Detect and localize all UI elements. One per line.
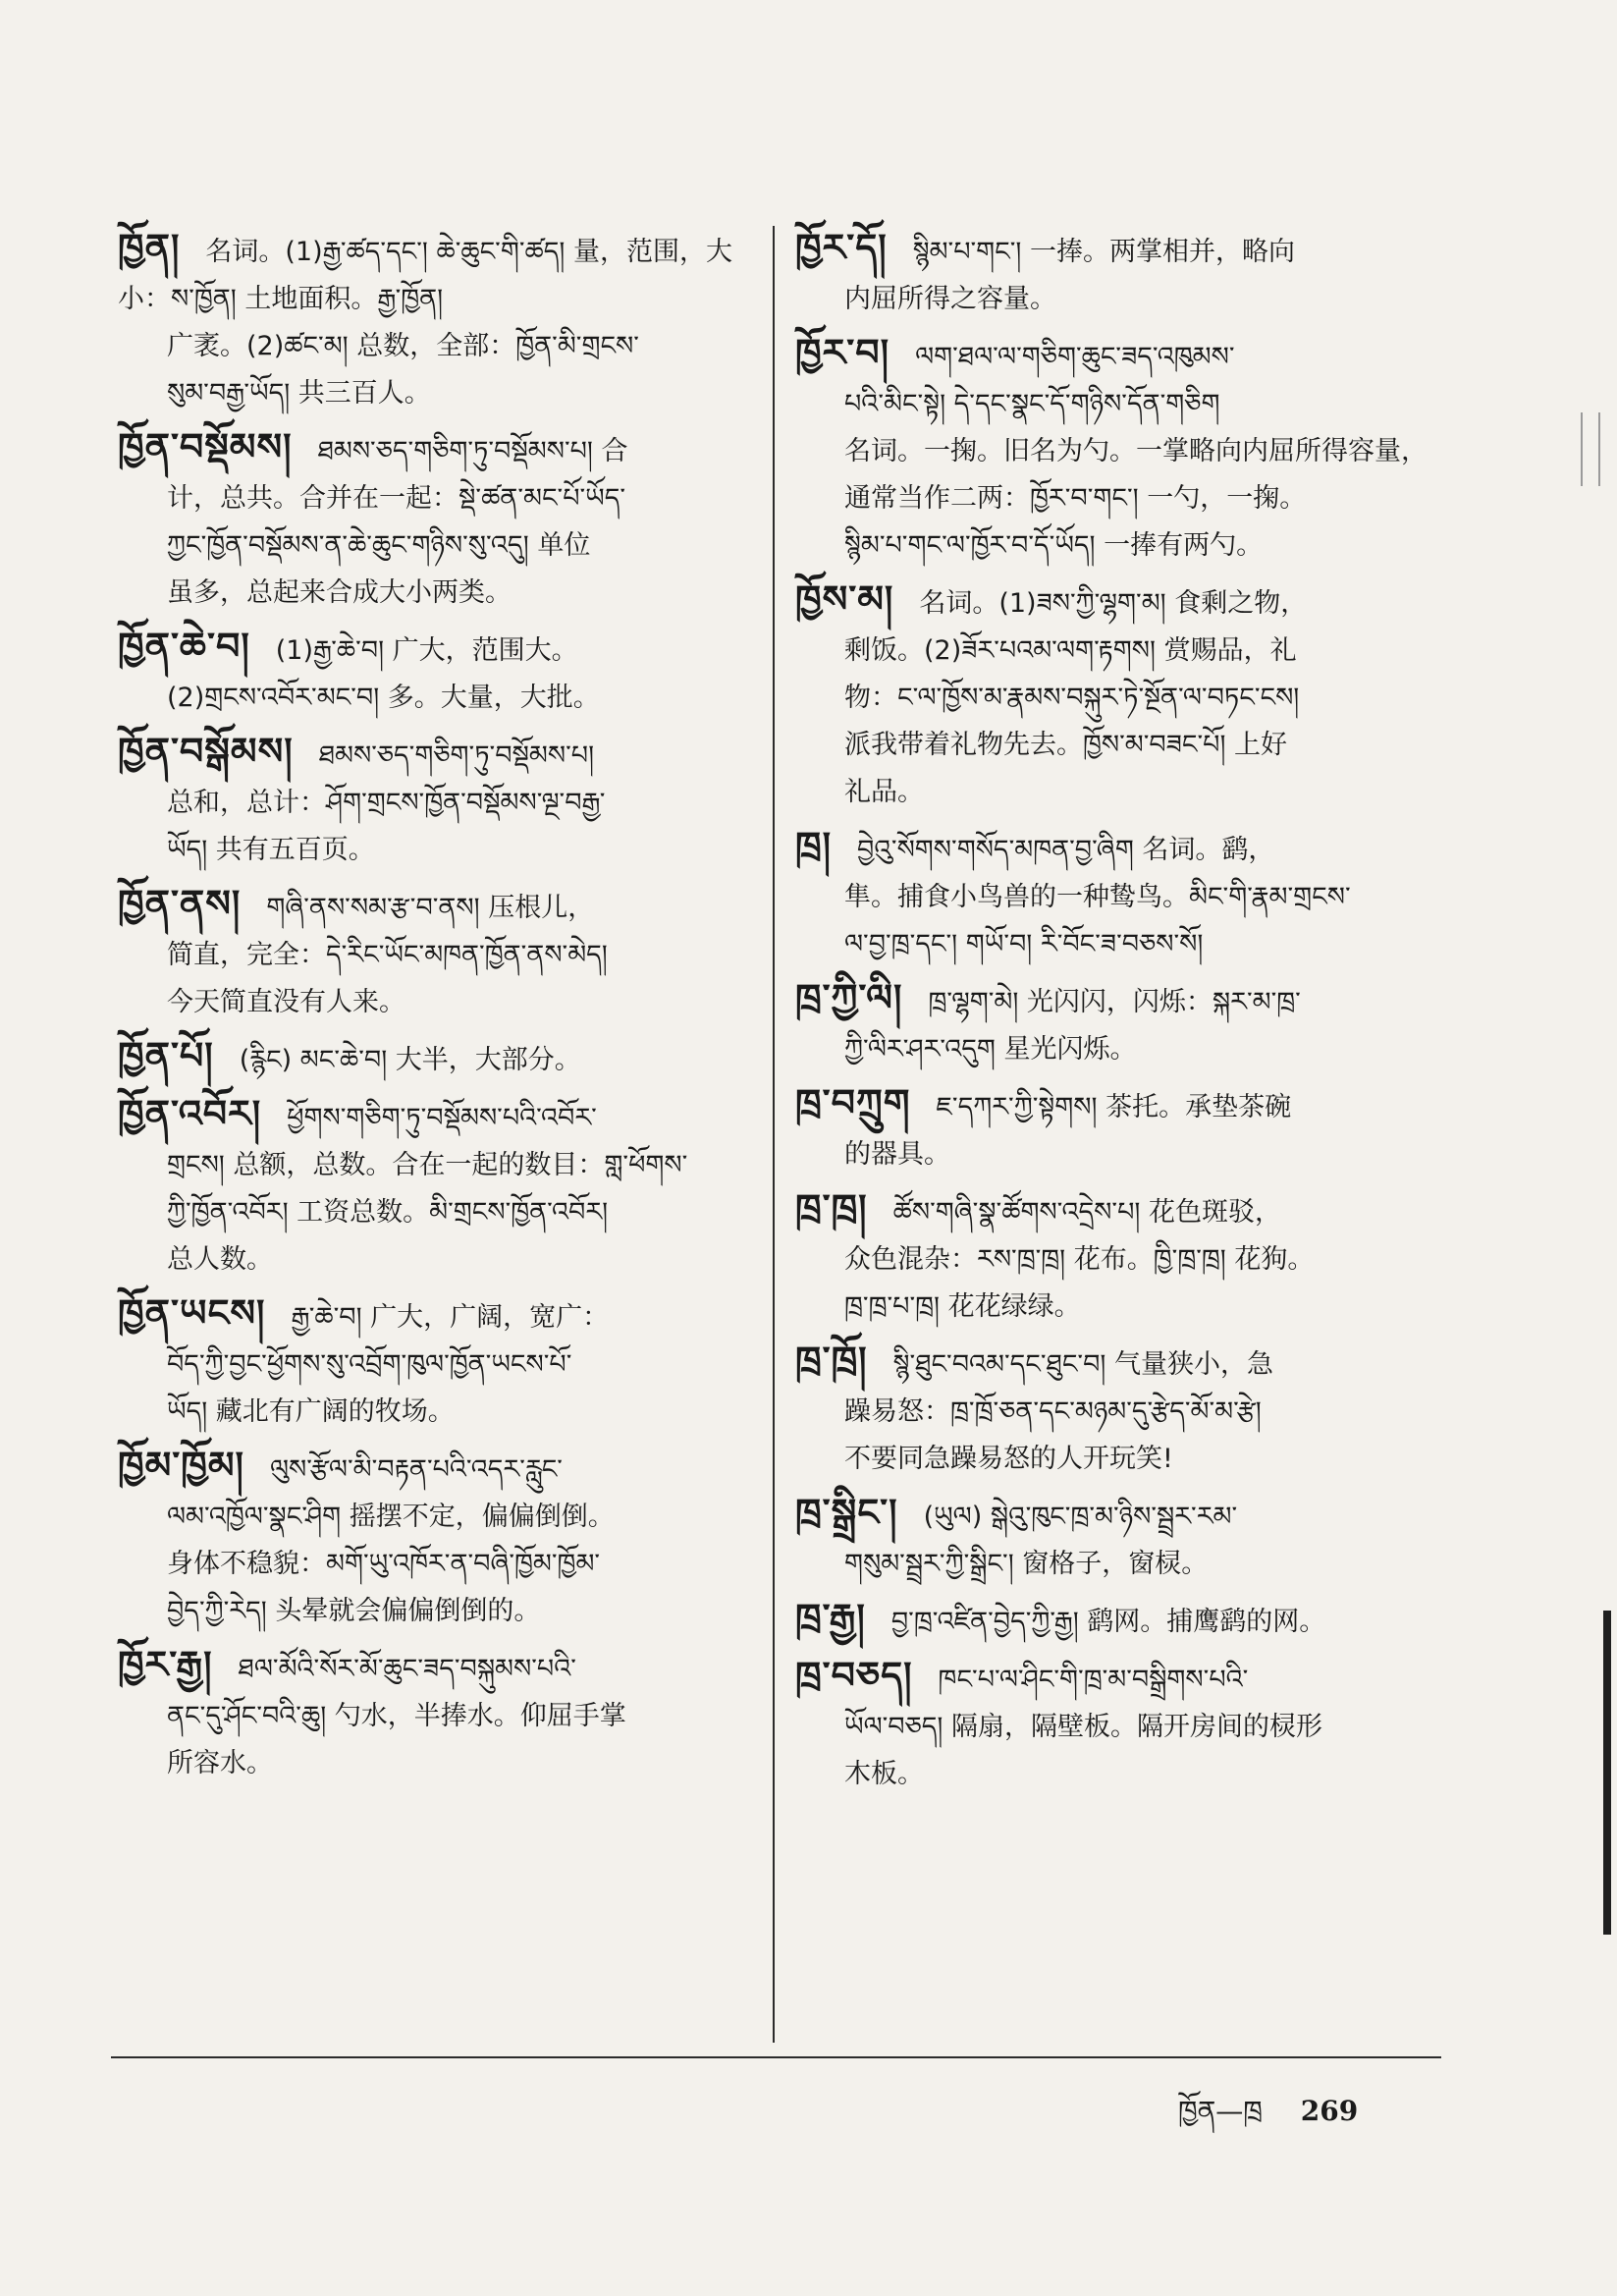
definition-line: (ཡུལ) སྒེའུ་ཁུང་ཁྲ་མ་ཉིས་སྦྲར་རམ་ (923, 1502, 1238, 1532)
dictionary-entry (118, 728, 736, 874)
headword: ཁྱོན་ཡངས། (118, 1290, 266, 1335)
definition-line: ཕྱོགས་གཅིག་ཏུ་བསྡོམས་པའི་འབོར་ (287, 1103, 597, 1133)
definition-line: 总人数。 (167, 1244, 273, 1275)
headword: ཁྱོན་བསྒོམས། (118, 729, 294, 773)
definition-line: 今天简直没有人来。 (167, 987, 405, 1017)
definition-line: 简直，完全：དེ་རིང་ཡོང་མཁན་ཁྱོན་ནས་མེད། (167, 940, 608, 970)
definition-line: (2)གྲངས་འབོར་མང་བ། 多。大量，大批。 (167, 683, 600, 713)
definition-line: པའི་མིང་སྟེ། དེ་དང་སྣང་དོ་གཉིས་དོན་གཅིག (844, 389, 1220, 419)
definition-line: ཚོས་གཞི་སྣ་ཚོགས་འདྲེས་པ། 花色斑驳， (892, 1197, 1281, 1228)
dictionary-entry (795, 575, 1433, 816)
headword: ཁྲ་བཀྲུག (795, 1080, 911, 1124)
dictionary-entry (795, 1489, 1433, 1588)
definition-line: ཀྱང་ཁྱོན་བསྡོམས་ན་ཆེ་ཆུང་གཉིས་སུ་འདུ། 单位 (167, 530, 591, 561)
headword: ཁྱོན་འབོར། (118, 1091, 262, 1135)
dictionary-entry (795, 1594, 1433, 1646)
definition-line: ཐམས་ཅད་གཅིག་ཏུ་བསྡོམས་པ། 合 (317, 436, 628, 466)
headword: ཁྱོར་རྒྱ། (118, 1642, 213, 1686)
headword: ཁྲ། (795, 823, 833, 867)
definition-line: ཐལ་མོའི་སོར་མོ་ཆུང་ཟད་བསྐུམས་པའི་ (238, 1654, 576, 1684)
headword: ཁྲ་ཀྱི་ལི། (795, 975, 903, 1019)
definition-line: གཞི་ནས་སམ་རྩ་བ་ནས། 压根儿， (266, 893, 595, 923)
definition-line: (རྙིང) མང་ཆེ་བ། 大半，大部分。 (239, 1045, 581, 1075)
definition-line: བྱེད་ཀྱི་རེད། 头晕就会偏偏倒倒的。 (167, 1596, 541, 1626)
definition-line: སུམ་བརྒྱ་ཡོད། 共三百人。 (167, 378, 431, 409)
dictionary-entry (118, 880, 736, 1026)
dictionary-entry (795, 224, 1433, 323)
definition-line: ལམ་འཁྱོལ་སྣང་ཤིག 摇摆不定，偏偏倒倒。 (167, 1502, 615, 1532)
definition-line: 隼。捕食小鸟兽的一种鸷鸟。མིང་གི་རྣམ་གྲངས་ (844, 882, 1351, 912)
definition-line: 虽多，总起来合成大小两类。 (167, 577, 512, 608)
dictionary-entry (118, 623, 736, 722)
definition-line: 名词。(1)ཟས་ཀྱི་ལྷག་མ། 食剩之物， (919, 588, 1308, 619)
headword: ཁྱོན་ནས། (118, 881, 242, 925)
column-divider (773, 226, 775, 2043)
definition-line: 广袤。(2)ཚང་མ། 总数，全部：ཁྱོན་མི་གྲངས་ (167, 331, 639, 361)
headword: ཁྱོན་བསྡོམས། (118, 424, 293, 468)
dictionary-entry (118, 224, 736, 417)
definition-line: 总和，总计：ཤོག་གྲངས་ཁྱོན་བསྡོམས་ལྔ་བརྒྱ་ (167, 788, 606, 818)
dictionary-entry (118, 1090, 736, 1284)
definition-line: 名词。(1)རྒྱ་ཚད་དང་། ཆེ་ཆུང་གི་ཚད། 量，范围，大小：ས་ཁྱོན། 土地面积。རྒྱ་ཁྱོན། (118, 237, 732, 314)
definition-line: 礼品。 (844, 777, 924, 807)
definition-line: ནང་དུ་ཤོང་བའི་ཆུ། 勺水，半捧水。仰屈手掌 (167, 1701, 626, 1731)
definition-line: 众色混杂：རས་ཁྲ་ཁྲ། 花布。ཁྱི་ཁྲ་ཁྲ། 花狗。 (844, 1244, 1315, 1275)
definition-line: ཁྲ་ཁྲ་པ་ཁྲ། 花花绿绿。 (844, 1291, 1081, 1322)
dictionary-entry (795, 1337, 1433, 1483)
definition-line: 躁易怒：ཁྲ་ཁྲོ་ཅན་དང་མཉམ་དུ་རྩེད་མོ་མ་རྩེ། (844, 1396, 1262, 1427)
headword: ཁྱོམ་ཁྱོམ། (118, 1443, 244, 1487)
headword: ཁྲ་བཅད། (795, 1653, 913, 1697)
dictionary-entry (795, 329, 1433, 570)
dictionary-entry (795, 822, 1433, 968)
headword: ཁྱོན། (118, 225, 181, 269)
definition-line: ཀྱི་ཁྱོན་འབོར། 工资总数。མི་གྲངས་ཁྱོན་འབོར། (167, 1197, 609, 1228)
definition-line: 木板。 (844, 1759, 924, 1789)
dictionary-entry (118, 423, 736, 617)
headword: ཁྱོན་ཆེ་བ། (118, 624, 250, 668)
definition-line: 计，总共。合并在一起：སྡེ་ཚན་མང་པོ་ཡོད་ (167, 483, 626, 514)
definition-line: 剩饭。(2)ཟོར་པའམ་ལག་རྟགས། 赏赐品，礼 (844, 635, 1297, 666)
page-footer (1178, 2080, 1358, 2158)
definition-line: 身体不稳貌：མགོ་ཡུ་འཁོར་ན་བཞི་ཁྱོམ་ཁྱོམ་ (167, 1549, 601, 1579)
headword: ཁྲ་ཁྲོ། (795, 1338, 868, 1382)
definition-line: བྱེའུ་སོགས་གསོད་མཁན་བྱ་ཞིག 名词。鹞， (857, 835, 1275, 865)
definition-line: ལག་ཐལ་ལ་གཅིག་ཆུང་ཟད་འཁུམས་ (915, 342, 1235, 372)
margin-mark (1581, 412, 1600, 486)
headword: ཁྱོས་མ། (795, 576, 894, 621)
headword: ཁྱོན་པོ། (118, 1033, 214, 1077)
definition-line: 不要同急躁易怒的人开玩笑! (844, 1444, 1173, 1474)
dictionary-entry (118, 1032, 736, 1084)
headword: ཁྱོར་བ། (795, 330, 890, 374)
dictionary-entry (795, 1184, 1433, 1331)
page-range: ཁྱོན—ཁྲ (1178, 2095, 1263, 2127)
dictionary-entry (795, 974, 1433, 1073)
definition-line: རྒྱ་ཆེ་བ། 广大，广阔，宽广： (291, 1302, 610, 1333)
definition-line: ཀྱི་ལིར་ཤར་འདུག 星光闪烁。 (844, 1034, 1137, 1065)
definition-line: བོད་ཀྱི་བྱང་ཕྱོགས་སུ་འབྲོག་ཁུལ་ཁྱོན་ཡངས་པོ་ (167, 1349, 572, 1380)
dictionary-entry (118, 1289, 736, 1436)
definition-line: 所容水。 (167, 1748, 273, 1778)
right-column (795, 224, 1433, 1804)
definition-line: ཇ་དཀར་ཀྱི་སྟེགས། 茶托。承垫茶碗 (936, 1092, 1292, 1122)
headword: ཁྲ་ཁྲ། (795, 1185, 868, 1230)
margin-bar (1603, 1611, 1611, 1935)
headword: ཁྲ་རྒྱ། (795, 1595, 866, 1639)
definition-line: ཁང་པ་ལ་ཤིང་གི་ཁྲ་མ་བསྒྲིགས་པའི་ (938, 1665, 1249, 1695)
definition-line: ལུས་རྩོལ་མི་བརྟན་པའི་འདར་རླུང་ (269, 1454, 563, 1485)
headword: ཁྱོར་དོ། (795, 225, 888, 269)
definition-line: བྱ་ཁྲ་འཛིན་བྱེད་ཀྱི་རྒྱ། 鹞网。捕鹰鹞的网。 (890, 1607, 1326, 1637)
definition-line: ལ་བྱ་ཁྲ་དང་། གཡོ་བ། རི་བོང་ཟ་བཅས་སོ། (844, 929, 1204, 959)
footer-rule (111, 2056, 1441, 2058)
definition-line: ཡོལ་བཅད། 隔扇，隔壁板。隔开房间的棂形 (844, 1712, 1322, 1742)
definition-line: ཁྲ་ལྷག་མེ། 光闪闪，闪烁：སྐར་མ་ཁྲ་ (928, 987, 1301, 1017)
dictionary-entry (118, 1442, 736, 1635)
definition-line: ཐམས་ཅད་གཅིག་ཏུ་བསྡོམས་པ། (318, 740, 595, 771)
definition-line: 名词。一掬。旧名为勺。一掌略向内屈所得容量， (844, 436, 1428, 466)
definition-line: (1)རྒྱ་ཆེ་བ། 广大，范围大。 (275, 635, 578, 666)
definition-line: ཡོད། 共有五百页。 (167, 835, 375, 865)
definition-line: སྙིམ་པ་གང་། 一捧。两掌相并，略向 (912, 237, 1296, 267)
definition-line: གྲངས། 总额，总数。合在一起的数目：གླ་ཕོགས་ (167, 1150, 688, 1180)
definition-line: 通常当作二两：ཁྱོར་བ་གང་། 一勺，一掬。 (844, 483, 1307, 514)
page-number: 269 (1300, 2095, 1359, 2127)
definition-line: སྙི་ཐུང་བའམ་དང་ཐུང་བ། 气量狭小，急 (892, 1349, 1273, 1380)
definition-line: 的器具。 (844, 1139, 950, 1170)
definition-line: ཡོད། 藏北有广阔的牧场。 (167, 1396, 455, 1427)
dictionary-entry (795, 1652, 1433, 1798)
dictionary-entry (795, 1079, 1433, 1178)
headword: ཁྲ་སྒྲིང་། (795, 1490, 898, 1534)
definition-line: 派我带着礼物先去。ཁྱོས་མ་བཟང་པོ། 上好 (844, 730, 1288, 760)
definition-line: 内屈所得之容量。 (844, 284, 1056, 314)
left-column (118, 224, 736, 1793)
definition-line: 物：ང་ལ་ཁྱོས་མ་རྣམས་བསྐུར་ཏེ་སྔོན་ལ་བཏང་ངས། (844, 683, 1300, 713)
definition-line: སྙིམ་པ་གང་ལ་ཁྱོར་བ་དོ་ཡོད། 一捧有两勺。 (844, 530, 1264, 561)
dictionary-entry (118, 1641, 736, 1787)
definition-line: གསུམ་སྦྲར་ཀྱི་སྒྲིང་། 窗格子，窗棂。 (844, 1549, 1209, 1579)
